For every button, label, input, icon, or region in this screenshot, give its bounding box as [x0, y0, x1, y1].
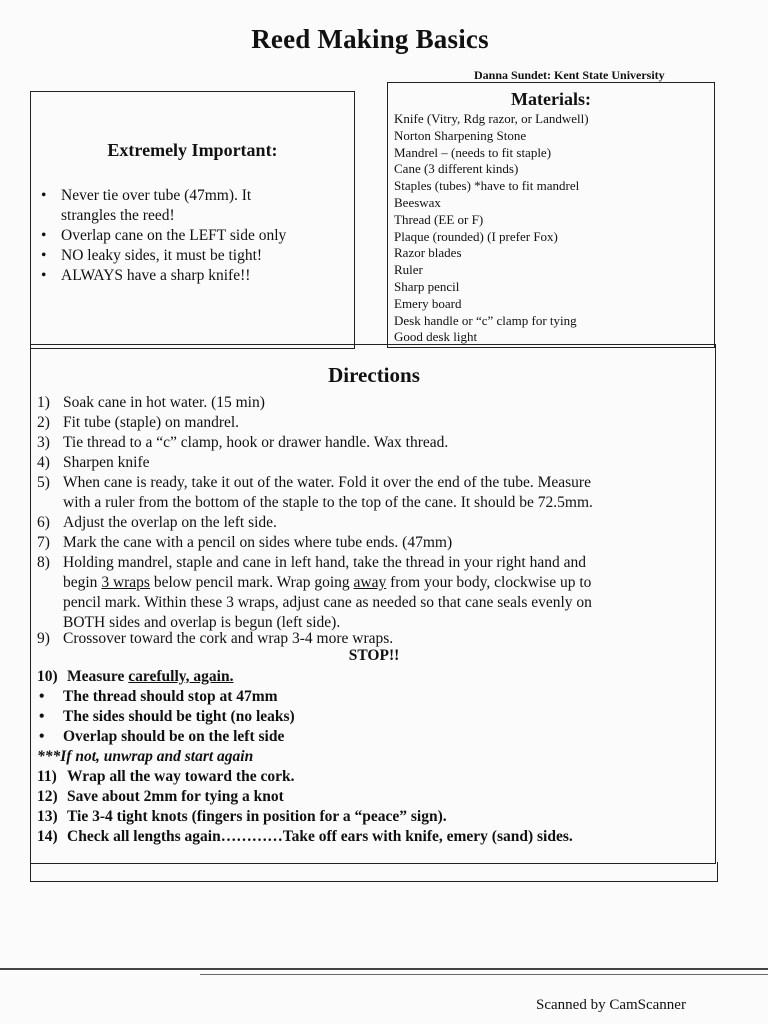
materials-heading: Materials: [511, 89, 591, 109]
important-item: • Overlap cane on the LEFT side only [39, 226, 344, 246]
materials-box [387, 82, 715, 348]
direction-step: 11) Wrap all the way toward the cork. [37, 768, 295, 785]
direction-step: 2) Fit tube (staple) on mandrel. [37, 414, 240, 431]
scan-edge-line [200, 974, 768, 975]
materials-list [394, 111, 589, 346]
direction-step: 12) Save about 2mm for tying a knot [37, 788, 284, 805]
direction-step: 8) Holding mandrel, staple and cane in left hand, take the thread in your right hand and [37, 554, 586, 571]
important-item: • ALWAYS have a sharp knife!! [39, 266, 344, 286]
direction-step: 5) When cane is ready, take it out of the water. Fold it over the end of the tube. Measure [37, 474, 591, 491]
material-item: Emery board [394, 295, 462, 311]
scan-edge-line [0, 968, 768, 970]
material-item: Staples (tubes) *have to fit mandrel [394, 178, 580, 194]
direction-step: 4) Sharpen knife [37, 454, 150, 471]
direction-step-cont: pencil mark. Within these 3 wraps, adjust cane as needed so that cane seals evenly on [63, 594, 592, 611]
directions-box [30, 344, 716, 864]
stop-notice: STOP!! [348, 647, 400, 664]
page-title: Reed Making Basics [251, 24, 489, 54]
direction-step-cont: BOTH sides and overlap is begun (left side). [63, 614, 341, 631]
direction-step: 14) Check all lengths again…………Take off ears with knife, emery (sand) sides. [37, 828, 573, 845]
material-item: Mandrel – (needs to fit staple) [394, 144, 552, 160]
scanner-watermark: Scanned by CamScanner [536, 997, 686, 1013]
important-list [39, 186, 344, 286]
material-item: Ruler [394, 262, 423, 278]
important-item: • NO leaky sides, it must be tight! [39, 246, 344, 266]
material-item: Plaque (rounded) (I prefer Fox) [394, 228, 558, 244]
direction-step: 9) Crossover toward the cork and wrap 3-4 more wraps. [37, 630, 394, 647]
check-bullet: • The thread should stop at 47mm [39, 688, 278, 705]
direction-step: 6) Adjust the overlap on the left side. [37, 514, 277, 531]
important-box [30, 91, 355, 349]
direction-step: 1) Soak cane in hot water. (15 min) [37, 394, 265, 411]
direction-step: 10) Measure carefully, again. [37, 668, 234, 685]
material-item: Beeswax [394, 194, 441, 210]
direction-step-cont: begin 3 wraps below pencil mark. Wrap going away from your body, clockwise up to [63, 574, 592, 591]
important-item: • Never tie over tube (47mm). It strangles the reed! [39, 186, 344, 226]
box-bottom-border [30, 862, 718, 882]
material-item: Norton Sharpening Stone [394, 127, 527, 143]
direction-step: 13) Tie 3-4 tight knots (fingers in position for a “peace” sign). [37, 808, 447, 825]
material-item: Good desk light [394, 329, 478, 345]
material-item: Knife (Vitry, Rdg razor, or Landwell) [394, 111, 589, 126]
check-bullet: • The sides should be tight (no leaks) [39, 708, 295, 725]
check-bullet: • Overlap should be on the left side [39, 728, 285, 745]
direction-step-cont: with a ruler from the bottom of the staple to the top of the cane. It should be 72.5mm. [63, 494, 593, 511]
material-item: Sharp pencil [394, 278, 460, 294]
directions-heading: Directions [328, 363, 420, 387]
material-item: Desk handle or “c” clamp for tying [394, 312, 577, 328]
warning-note: ***If not, unwrap and start again [37, 748, 254, 765]
author-credit: Danna Sundet: Kent State University [474, 68, 665, 82]
direction-step: 7) Mark the cane with a pencil on sides where tube ends. (47mm) [37, 534, 453, 551]
material-item: Cane (3 different kinds) [394, 161, 519, 177]
material-item: Razor blades [394, 245, 462, 261]
important-heading: Extremely Important: [107, 140, 278, 160]
direction-step: 3) Tie thread to a “c” clamp, hook or drawer handle. Wax thread. [37, 434, 449, 451]
material-item: Thread (EE or F) [394, 211, 484, 227]
